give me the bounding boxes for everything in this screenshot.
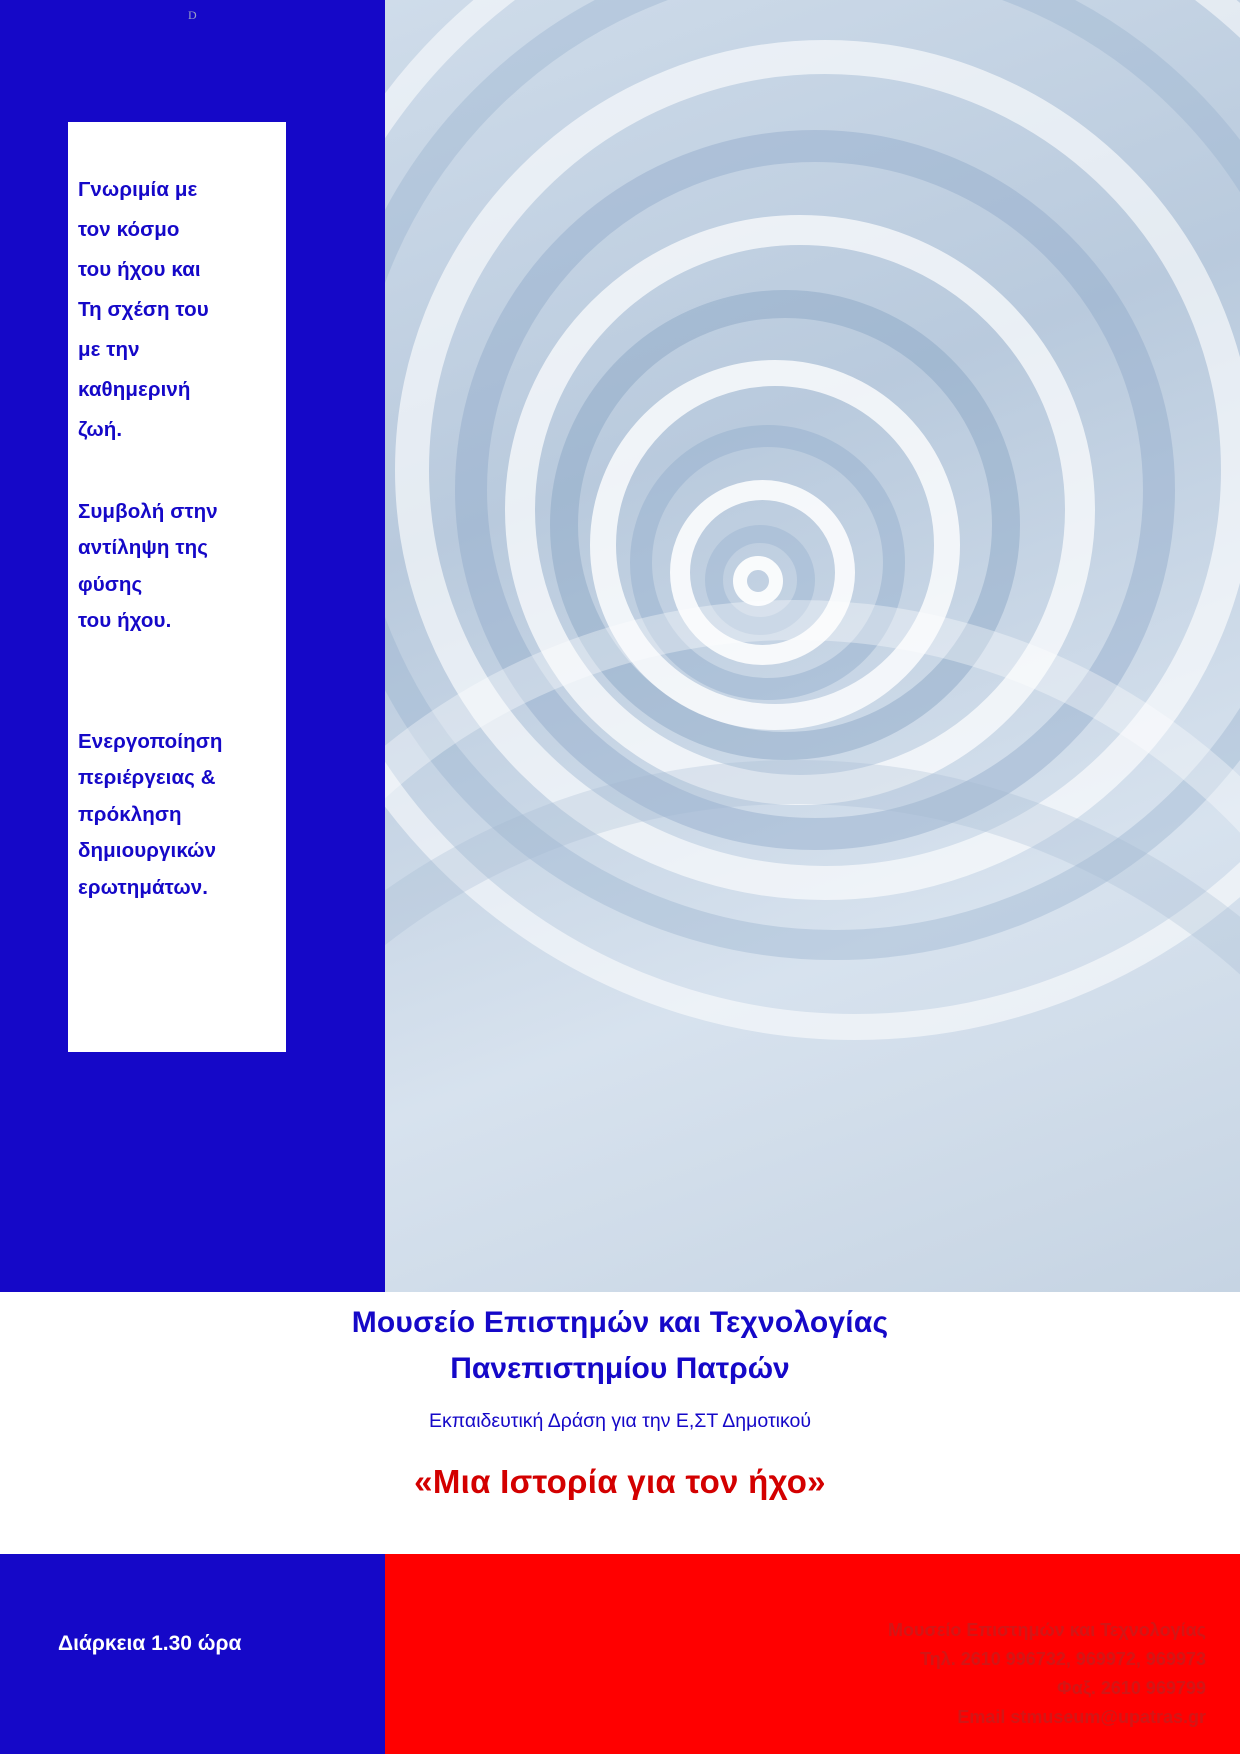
organization-line-1: Μουσείο Επιστημών και Τεχνολογίας: [351, 1306, 889, 1339]
objective-line: ζωή.: [78, 417, 123, 441]
objective-block-2: [78, 494, 272, 640]
contact-phone: Τηλ. 2610 996732, 969972, 969973: [920, 1649, 1206, 1670]
stray-character: D: [188, 8, 197, 22]
objective-line: Τη σχέση του: [78, 297, 209, 321]
objective-line: περιέργειας &: [78, 766, 216, 790]
contact-block: [888, 1616, 1206, 1733]
objective-line: τον κόσμο: [78, 217, 180, 241]
event-title: «Μια Ιστορία για τον ήχο»: [414, 1463, 826, 1500]
objective-line: καθημερινή: [78, 377, 191, 401]
objective-line: Ενεργοποίηση: [78, 729, 223, 753]
ripple-graphic: [385, 0, 1240, 1292]
objective-block-1: [78, 170, 272, 450]
objective-line: πρόκληση: [78, 802, 182, 826]
contact-email: Email stmuseum@upatras.gr: [957, 1707, 1206, 1728]
objective-block-3: [78, 724, 272, 906]
objective-line: δημιουργικών: [78, 839, 217, 863]
objectives-panel: [68, 122, 286, 1052]
objective-line: Γνωριμία με: [78, 178, 198, 201]
objective-line: φύσης: [78, 572, 143, 596]
objective-line: αντίληψη της: [78, 536, 208, 560]
title-section: [0, 1292, 1240, 1554]
poster-footer: [0, 1554, 1240, 1754]
water-ripple-image: [385, 0, 1240, 1292]
duration-label: Διάρκεια 1.30 ώρα: [58, 1632, 242, 1655]
audience-subtitle: Εκπαιδευτική Δράση για την Ε,ΣΤ Δημοτικού: [428, 1410, 811, 1432]
objective-line: του ήχου.: [78, 609, 172, 633]
contact-name: Μουσείο Επιστημών και Τεχνολογίας: [888, 1620, 1206, 1640]
objective-line: ερωτημάτων.: [78, 875, 209, 899]
objective-line: του ήχου και: [78, 257, 201, 281]
objective-line: Συμβολή στην: [78, 499, 218, 523]
organization-line-2: Πανεπιστημίου Πατρών: [450, 1352, 790, 1385]
contact-fax: Φαξ. 2610 969799: [1057, 1678, 1206, 1699]
objective-line: με την: [78, 337, 140, 361]
